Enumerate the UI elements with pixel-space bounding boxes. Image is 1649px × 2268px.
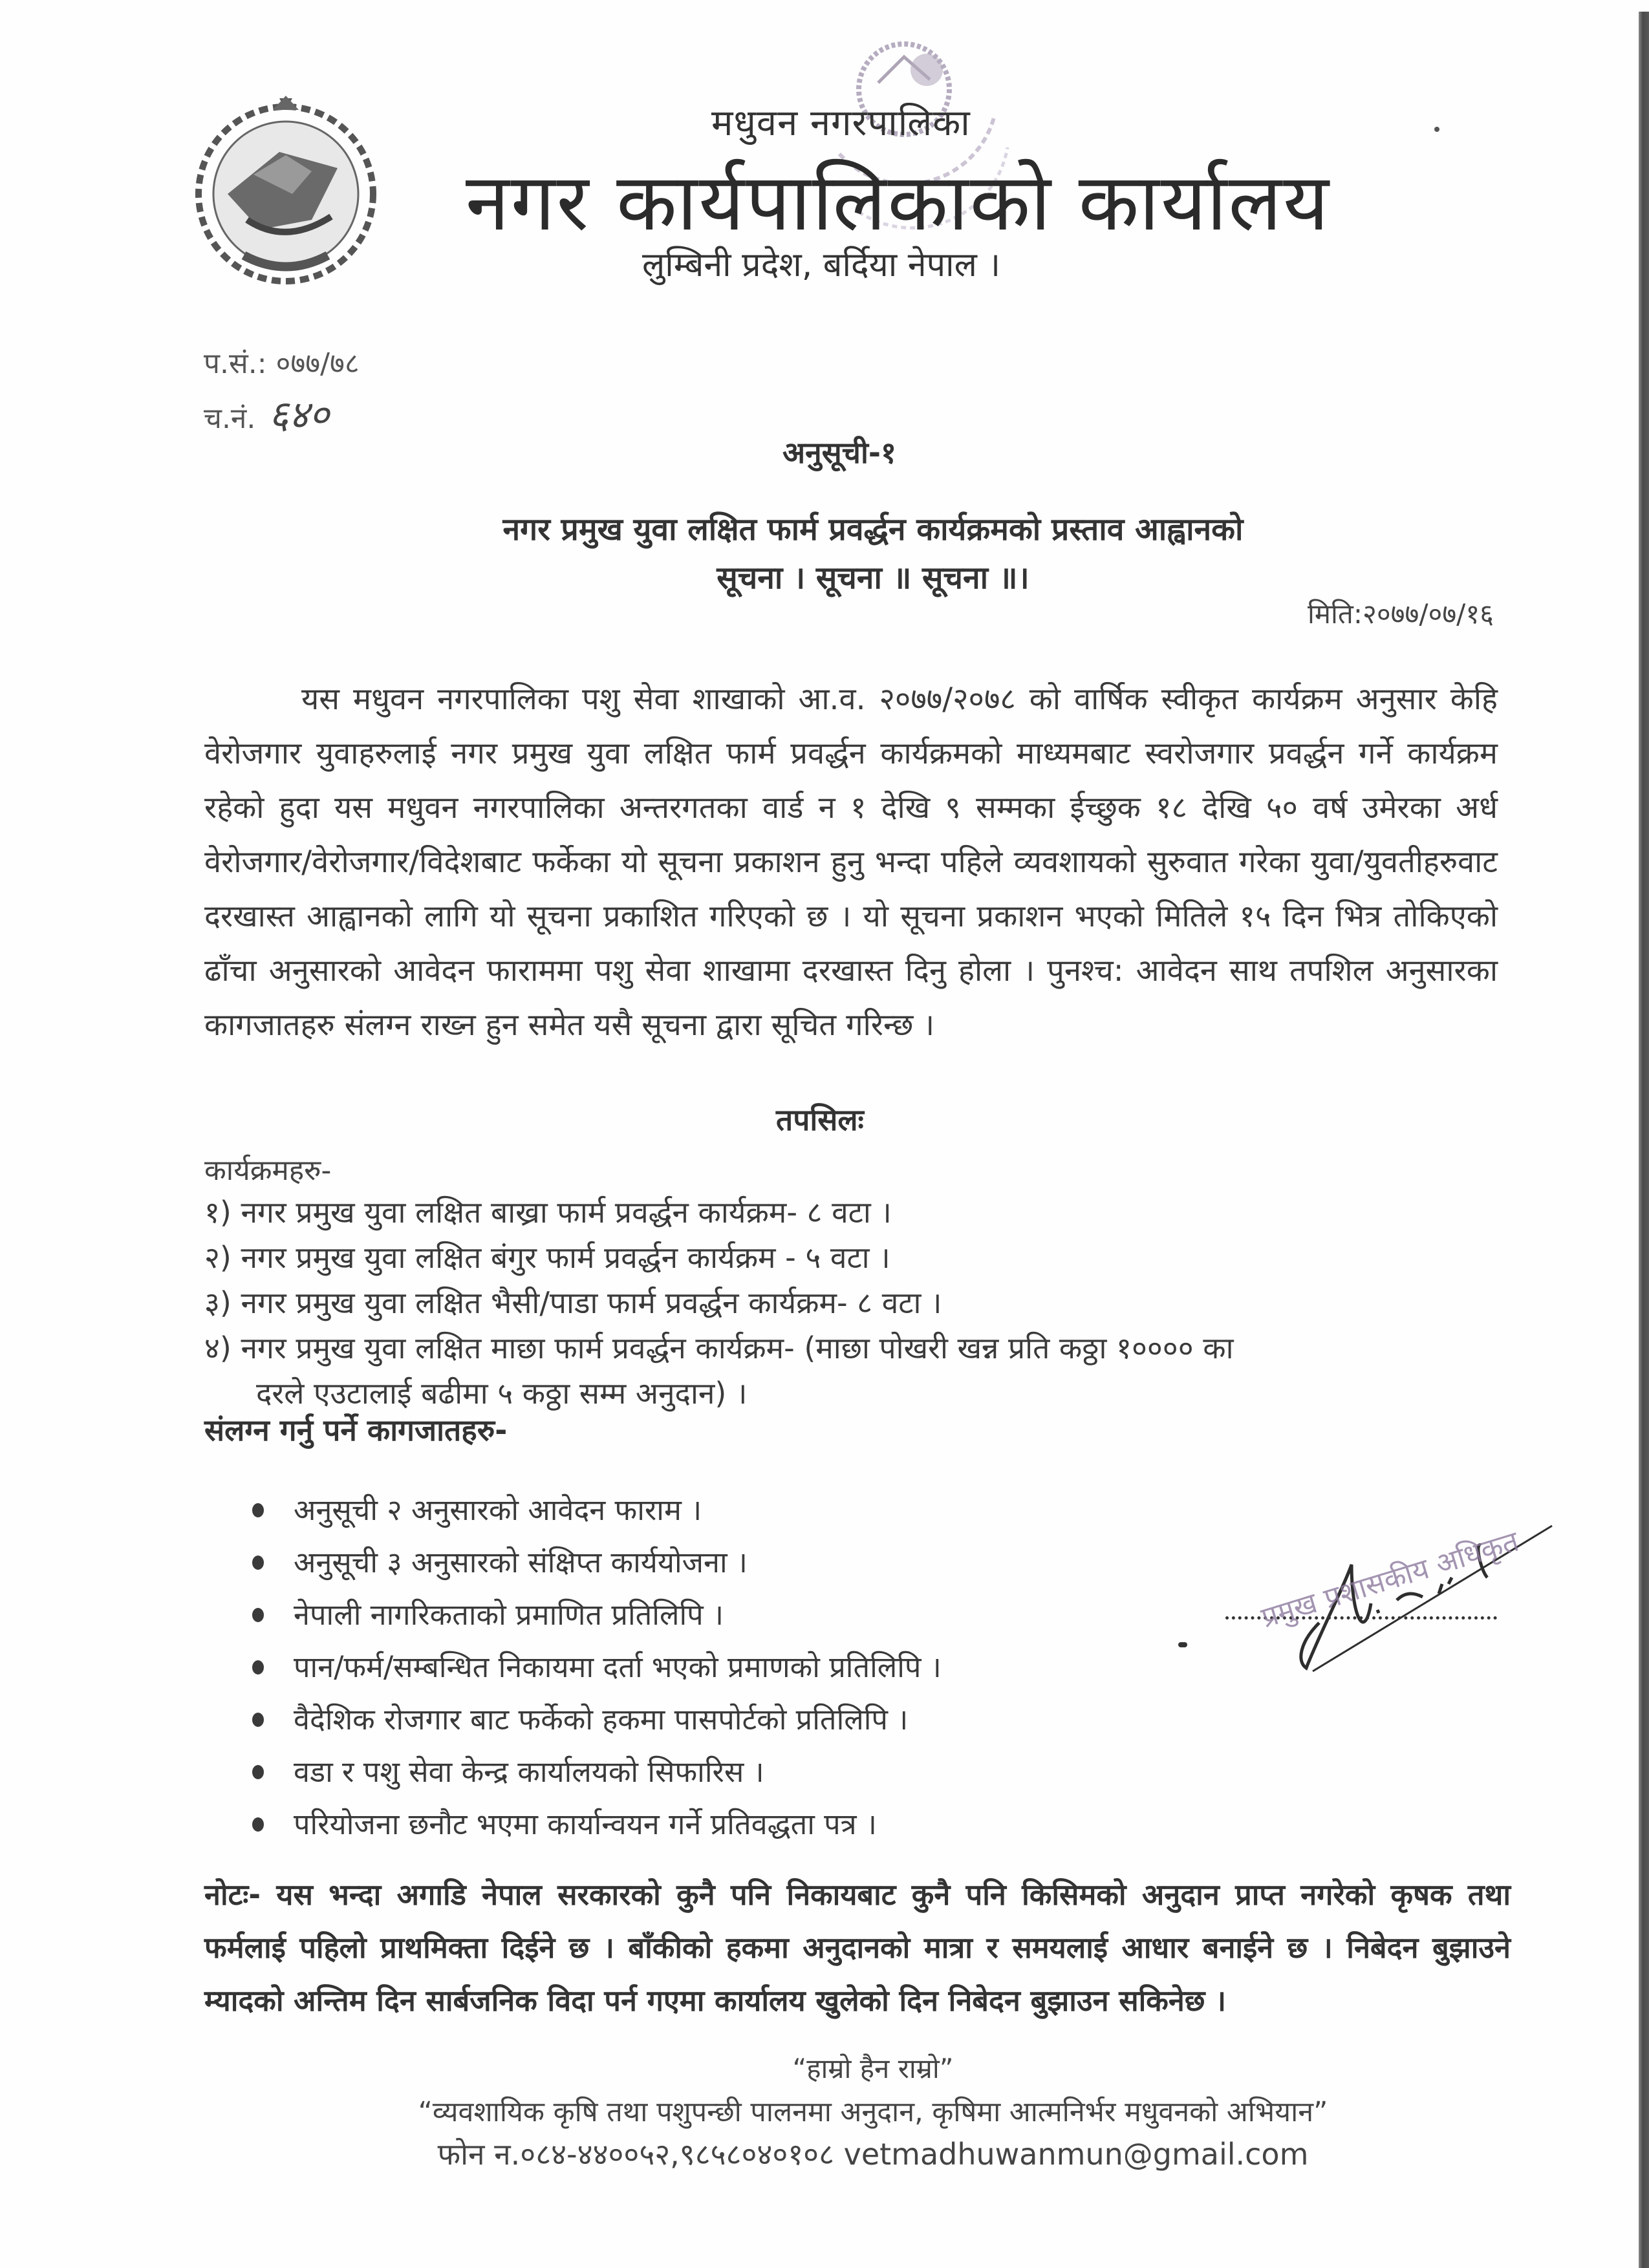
dispatch-number-value: ६४० (268, 392, 329, 438)
attachment-text: अनुसूची २ अनुसारको आवेदन फाराम । (294, 1493, 702, 1527)
programs-heading: कार्यक्रमहरु- (204, 1154, 332, 1187)
program-text: २) नगर प्रमुख युवा लक्षित बंगुर फार्म प्रवर्द्धन कार्यक्रम - ५ वटा । (204, 1240, 890, 1275)
municipality-name: मधुवन नगरपालिका (711, 102, 971, 144)
bullet-icon (252, 1608, 264, 1622)
attachment-item (252, 1641, 942, 1693)
program-item (204, 1235, 1511, 1280)
attachment-text: पान/फर्म/सम्बन्धित निकायमा दर्ता भएको प्रमाणको प्रतिलिपि । (294, 1650, 942, 1684)
attachment-item (252, 1484, 942, 1536)
details-heading: तपसिलः (776, 1102, 864, 1137)
attachment-item (252, 1798, 942, 1850)
office-address: लुम्बिनी प्रदेश, बर्दिया नेपाल । (642, 246, 1001, 284)
scan-speck (1434, 127, 1439, 132)
note-paragraph: नोटः- यस भन्दा अगाडि नेपाल सरकारको कुनै पनि निकायबाट कुनै पनि किसिमको अनुदान प्राप्त नगरेको कृषक तथा फर्मलाई पहिलो प्राथमिक्ता दिईने छ । बाँकीको हकमा अनुदानको मात्रा र समयलाई आधार बनाईने छ । निबेदन बुझाउने म्यादको अन्तिम दिन सार्बजनिक विदा पर्न गएमा कार्यालय खुलेको दिन निबेदन बुझाउन सकिनेछ । (204, 1878, 1511, 2018)
attachment-text: वैदेशिक रोजगार बाट फर्केको हकमा पासपोर्टको प्रतिलिपि । (294, 1702, 909, 1737)
nepal-emblem-icon (182, 91, 389, 291)
attachment-text: परियोजना छनौट भएमा कार्यान्वयन गर्ने प्रतिवद्धता पत्र । (294, 1807, 877, 1841)
attachments-heading: संलग्न गर्नु पर्ने कागजातहरु- (204, 1413, 508, 1448)
letter-number-label: प.सं.: (204, 347, 267, 380)
bullet-icon (252, 1713, 264, 1727)
program-item (204, 1280, 1511, 1325)
attachment-item (252, 1693, 942, 1746)
attachment-text: नेपाली नागरिकताको प्रमाणित प्रतिलिपि । (294, 1598, 724, 1632)
programs-list (204, 1190, 1511, 1416)
attachments-list (252, 1484, 942, 1850)
attachment-item (252, 1589, 942, 1641)
body-paragraph: यस मधुवन नगरपालिका पशु सेवा शाखाको आ.व. २०७७/२०७८ को वार्षिक स्वीकृत कार्यक्रम अनुसार केहि वेरोजगार युवाहरुलाई नगर प्रमुख युवा लक्षित फार्म प्रवर्द्धन कार्यक्रमको माध्यमबाट स्वरोजगार प्रवर्द्धन गर्ने कार्यक्रम रहेको हुदा यस मधुवन नगरपालिका अन्तरगतका वार्ड न १ देखि ९ सम्मका ईच्छुक १८ देखि ५० वर्ष उमेरका अर्ध वेरोजगार/वेरोजगार/विदेशबाट फर्केका यो सूचना प्रकाशन हुनु भन्दा पहिले व्यवशायको सुरुवात गरेका युवा/युवतीहरुवाट दरखास्त आह्वानको लागि यो सूचना प्रकाशित गरिएको छ । यो सूचना प्रकाशन भएको मितिले १५ दिन भित्र तोकिएको ढाँचा अनुसारको आवेदन फाराममा पशु सेवा शाखामा दरखास्त दिनु होला । पुनश्च: आवेदन साथ तपशिल अनुसारका कागजातहरु संलग्न राख्न हुन समेत यसै सूचना द्वारा सूचित गरिन्छ । (204, 681, 1498, 1043)
program-text: ४) नगर प्रमुख युवा लक्षित माछा फार्म प्रवर्द्धन कार्यक्रम- (माछा पोखरी खन्न प्रति कठ्ठा १०००० का (204, 1331, 1234, 1365)
office-title: नगर कार्यपालिकाको कार्यालय (466, 156, 1330, 248)
dash-mark (1178, 1642, 1187, 1647)
bullet-icon (252, 1817, 264, 1832)
program-text-continued: दरले एउटालाई बढीमा ५ कठ्ठा सम्म अनुदान) । (256, 1376, 748, 1411)
attachment-text: अनुसूची ३ अनुसारको संक्षिप्त कार्ययोजना । (294, 1545, 748, 1579)
designation-stamp: प्रमुख प्रशासकीय अधिकृत (1257, 1524, 1523, 1635)
notice-date: मिति:२०७७/०७/१६ (1308, 598, 1494, 630)
signature-icon (1177, 1487, 1591, 1720)
scanner-edge (1639, 12, 1649, 2268)
footer-campaign: “व्यवशायिक कृषि तथा पशुपन्छी पालनमा अनुदान, कृषिमा आत्मनिर्भर मधुवनको अभियान” (418, 2096, 1328, 2128)
program-text: ३) नगर प्रमुख युवा लक्षित भैसी/पाडा फार्म प्रवर्द्धन कार्यक्रम- ८ वटा । (204, 1285, 942, 1320)
dispatch-number (204, 387, 329, 440)
letter-number-value: ०७७/७८ (275, 347, 360, 380)
letter-number (204, 343, 360, 381)
bullet-icon (252, 1556, 264, 1570)
program-text: १) नगर प्रमुख युवा लक्षित बाख्रा फार्म प्रवर्द्धन कार्यक्रम- ८ वटा । (204, 1195, 892, 1230)
program-item (204, 1190, 1511, 1235)
attachment-text: वडा र पशु सेवा केन्द्र कार्यालयको सिफारिस । (294, 1755, 764, 1789)
program-item (204, 1325, 1511, 1416)
notice-title: नगर प्रमुख युवा लक्षित फार्म प्रवर्द्धन कार्यक्रमको प्रस्ताव आह्वानको (502, 511, 1244, 548)
bullet-icon (252, 1503, 264, 1517)
bullet-icon (252, 1765, 264, 1779)
attachment-item (252, 1536, 942, 1589)
footer-contact: फोन न.०८४-४४००५२,९८५८०४०१०८ vetmadhuwanmun@gmail.com (437, 2137, 1309, 2172)
dispatch-number-label: च.नं. (204, 402, 256, 435)
notice-subtitle: सूचना । सूचना ॥ सूचना ॥। (717, 560, 1029, 596)
annex-label: अनुसूची-१ (782, 435, 896, 470)
footer-slogan: “हाम्रो हैन राम्रो” (792, 2053, 954, 2084)
attachment-item (252, 1746, 942, 1798)
bullet-icon (252, 1660, 264, 1674)
